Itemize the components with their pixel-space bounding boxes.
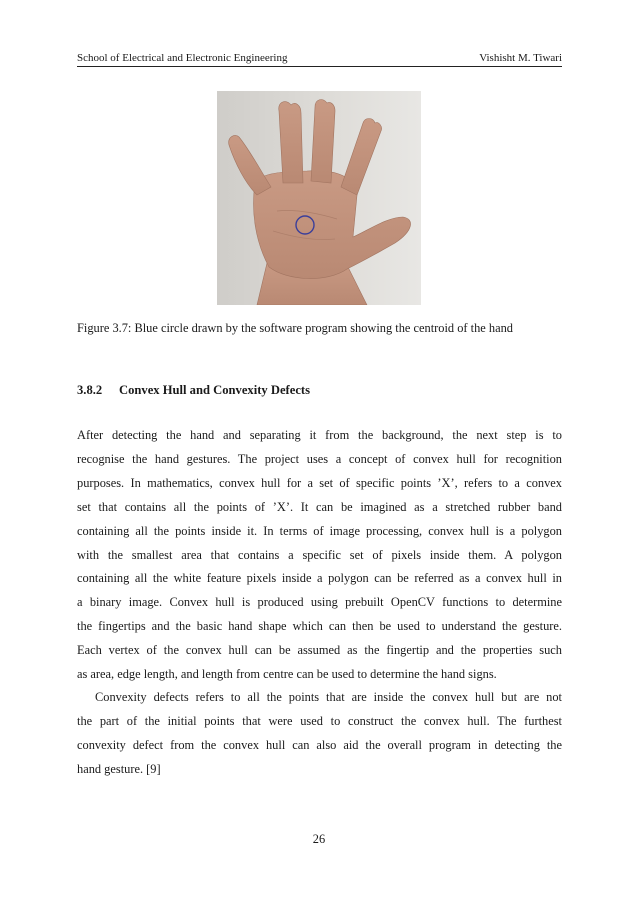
page-number: 26 <box>312 832 326 846</box>
paragraph-convexity-defects <box>77 686 562 782</box>
paragraph-line: set that contains all the points of ’X’. It can be imagined as a stretched rubber band <box>77 499 562 514</box>
paragraph-line: After detecting the hand and separating it from the background, the next step is to <box>77 428 562 442</box>
paragraph-line: with the smallest area that contains a specific set of pixels inside them. A polygon <box>77 547 562 562</box>
paragraph-line: as area, edge length, and length from centre can be used to determine the hand signs. <box>77 667 497 682</box>
section-title: Convex Hull and Convexity Defects <box>119 383 310 397</box>
paragraph-line: Convexity defects refers to all the points that are inside the convex hull but are not <box>95 690 562 704</box>
paragraph-line: Each vertex of the convex hull can be assumed as the fingertip and the properties such <box>77 643 562 658</box>
paragraph-line: containing all the white feature pixels inside a polygon can be referred as a convex hull in <box>77 571 562 586</box>
paragraph-line: convexity defect from the convex hull can also aid the overall program in detecting the <box>77 737 562 752</box>
paragraph-line: the fingertips and the basic hand shape which can then be used to understand the gesture. <box>77 619 562 634</box>
header-school: School of Electrical and Electronic Engineering <box>77 52 288 64</box>
figure-caption: Figure 3.7: Blue circle drawn by the software program showing the centroid of the hand <box>77 321 513 335</box>
paragraph-line: a binary image. Convex hull is produced using prebuilt OpenCV functions to determine <box>77 595 562 610</box>
paragraph-line: containing all the points inside it. In terms of image processing, convex hull is a polygon <box>77 523 562 538</box>
paragraph-convex-hull <box>77 424 562 687</box>
header-author: Vishisht M. Tiwari <box>479 52 562 64</box>
section-number: 3.8.2 <box>77 383 103 397</box>
paragraph-line: recognise the hand gestures. The project uses a concept of convex hull for recognition <box>77 451 562 466</box>
hand-photo-figure <box>217 91 421 305</box>
header-rule <box>77 66 562 67</box>
paragraph-line: the part of the initial points that were used to construct the convex hull. The furthest <box>77 713 562 728</box>
running-header <box>77 52 562 64</box>
hand-photo <box>217 91 421 305</box>
paragraph-line: purposes. In mathematics, convex hull for a set of specific points ’X’, refers to a convex <box>77 475 562 490</box>
section-heading <box>77 383 310 398</box>
paragraph-line: hand gesture. [9] <box>77 761 161 776</box>
